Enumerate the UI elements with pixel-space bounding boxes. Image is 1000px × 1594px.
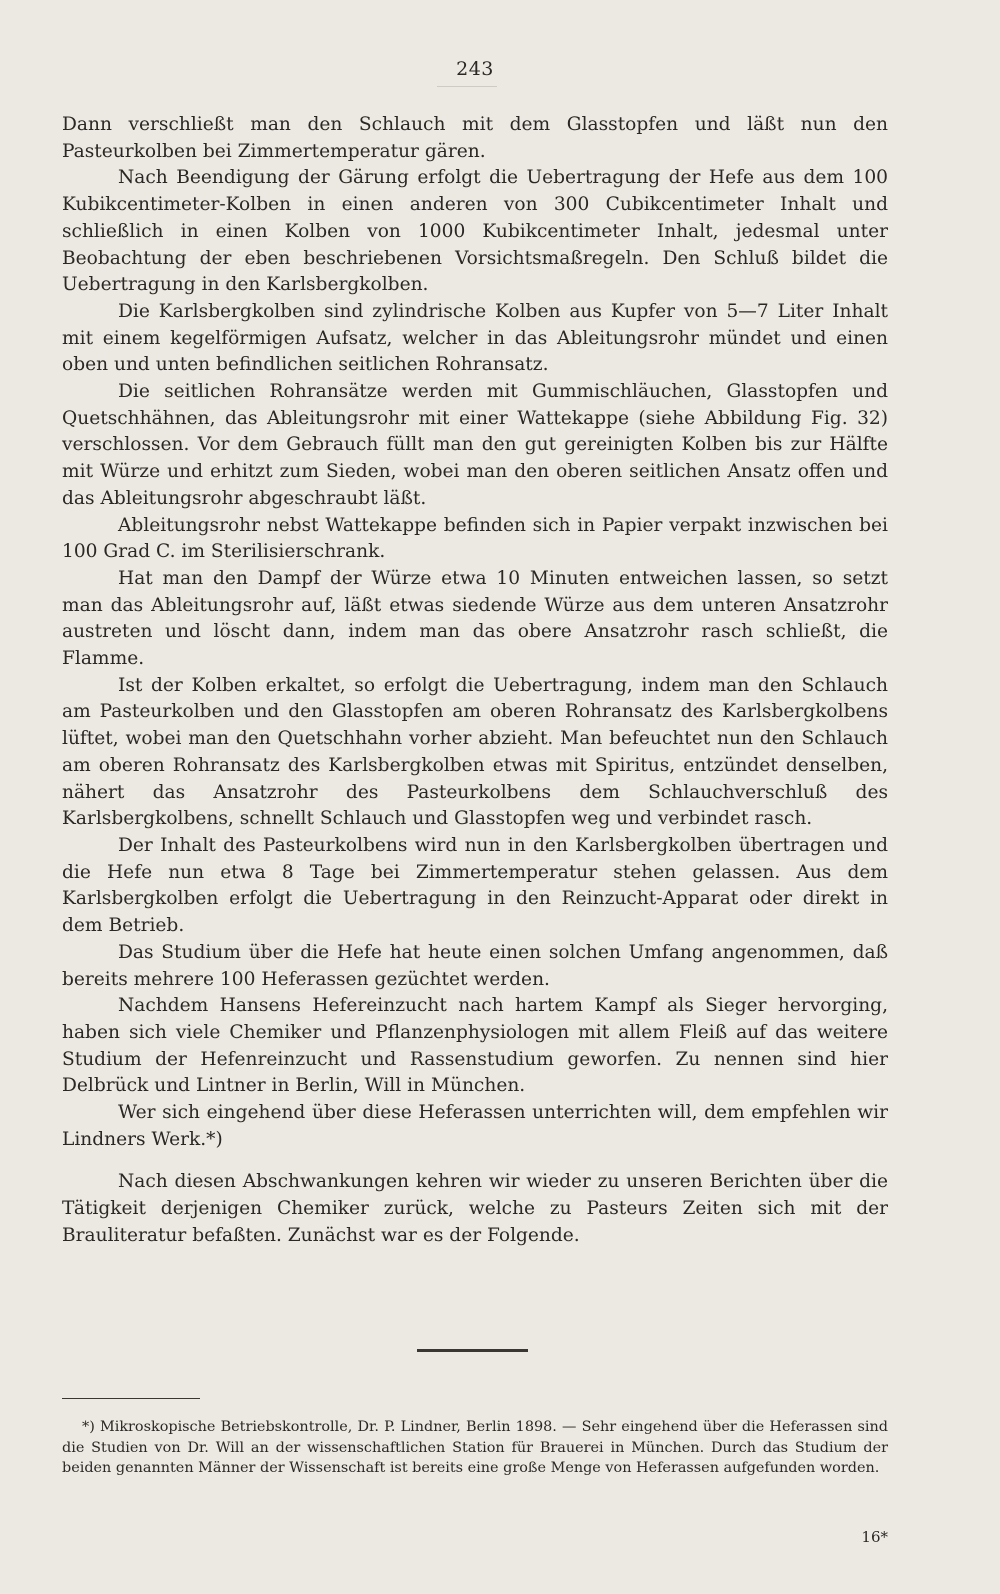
- paragraph-9: Das Studium über die Hefe hat heute einen solchen Umfang angenommen, daß bereits mehrere 100 Heferassen gezüchtet werden.: [62, 941, 888, 990]
- paragraph-12: Nach diesen Abschwankungen kehren wir wieder zu unseren Berichten über die Tätigkeit derjenigen Chemiker zurück, welche zu Pasteurs Zeiten sich mit der Brauliteratur befaßten. Zunächst war es der Folgende.: [62, 1171, 888, 1246]
- paragraph-6: Hat man den Dampf der Würze etwa 10 Minuten entweichen lassen, so setzt man das Ableitungsrohr auf, läßt etwas siedende Würze aus dem unteren Ansatzrohr austreten und löscht dann, indem man das obere Ansatzrohr rasch schließt, die Flamme.: [62, 567, 888, 670]
- paragraph-4: Die seitlichen Rohransätze werden mit Gummischläuchen, Glasstopfen und Quetschhähnen, das Ableitungsrohr mit einer Wattekappe (siehe Abbildung Fig. 32) verschlossen. Vor dem Gebrauch füllt man den gut gereinigten Kolben bis zur Hälfte mit Würze und erhitzt zum Sieden, wobei man den oberen seitlichen Ansatz offen und das Ableitungsrohr abgeschraubt läßt.: [62, 381, 888, 509]
- paragraph-3: Die Karlsbergkolben sind zylindrische Kolben aus Kupfer von 5—7 Liter Inhalt mit einem kegelförmigen Aufsatz, welcher in das Ableitungsrohr mündet und einen oben und unten befindlichen seitlichen Rohransatz.: [62, 300, 888, 376]
- signature-mark: 16*: [861, 1528, 888, 1546]
- main-text: [62, 112, 888, 1250]
- footnote: *) Mikroskopische Betriebskontrolle, Dr. P. Lindner, Berlin 1898. — Sehr eingehend über die Heferassen sind die Studien von Dr. Will an der wissenschaftlichen Station für Brauerei in München. Durch das Studium der beiden genannten Männer der Wissenschaft ist bereits eine große Menge von Heferassen aufgefunden worden.: [62, 1419, 888, 1476]
- page-number: 243: [456, 58, 494, 80]
- paragraph-10: Nachdem Hansens Hefereinzucht nach hartem Kampf als Sieger hervorging, haben sich viele Chemiker und Pflanzenphysiologen mit allem Fleiß auf das weitere Studium der Hefenreinzucht und Rassenstudium geworfen. Zu nennen sind hier Delbrück und Lintner in Berlin, Will in München.: [62, 995, 888, 1097]
- paragraph-1: Dann verschließt man den Schlauch mit dem Glasstopfen und läßt nun den Pasteurkolben bei Zimmertemperatur gären.: [62, 114, 888, 162]
- footnote-divider: [62, 1398, 200, 1399]
- paragraph-8: Der Inhalt des Pasteurkolbens wird nun in den Karlsbergkolben übertragen und die Hefe nun etwa 8 Tage bei Zimmertemperatur stehen gelassen. Aus dem Karlsbergkolben erfolgt die Uebertragung in den Reinzucht-Apparat oder direkt in dem Betrieb.: [62, 834, 888, 937]
- paragraph-5: Ableitungsrohr nebst Wattekappe befinden sich in Papier verpakt inzwischen bei 100 Grad C. im Sterilisierschrank.: [62, 514, 888, 563]
- paragraph-11: Wer sich eingehend über diese Heferassen unterrichten will, dem empfehlen wir Lindners Werk.*): [62, 1102, 888, 1150]
- section-divider: [417, 1349, 528, 1352]
- paragraph-7: Ist der Kolben erkaltet, so erfolgt die Uebertragung, indem man den Schlauch am Pasteurkolben und den Glasstopfen am oberen Rohransatz des Karlsbergkolbens lüftet, wobei man den Quetschhahn vorher abzieht. Man befeuchtet nun den Schlauch am oberen Rohransatz des Karlsbergkolben etwas mit Spiritus, entzündet denselben, nähert das Ansatzrohr des Pasteurkolbens dem Schlauchverschluß des Karlsbergkolbens, schnellt Schlauch und Glasstopfen weg und verbindet rasch.: [62, 674, 888, 830]
- paragraph-2: Nach Beendigung der Gärung erfolgt die Uebertragung der Hefe aus dem 100 Kubikcentimeter-Kolben in einen anderen von 300 Cubikcentimeter Inhalt und schließlich in einen Kolben von 1000 Kubikcentimeter Inhalt, jedesmal unter Beobachtung der eben beschriebenen Vorsichtsmaßregeln. Den Schluß bildet die Uebertragung in den Karlsbergkolben.: [62, 167, 888, 296]
- page-number-underline: [437, 86, 497, 87]
